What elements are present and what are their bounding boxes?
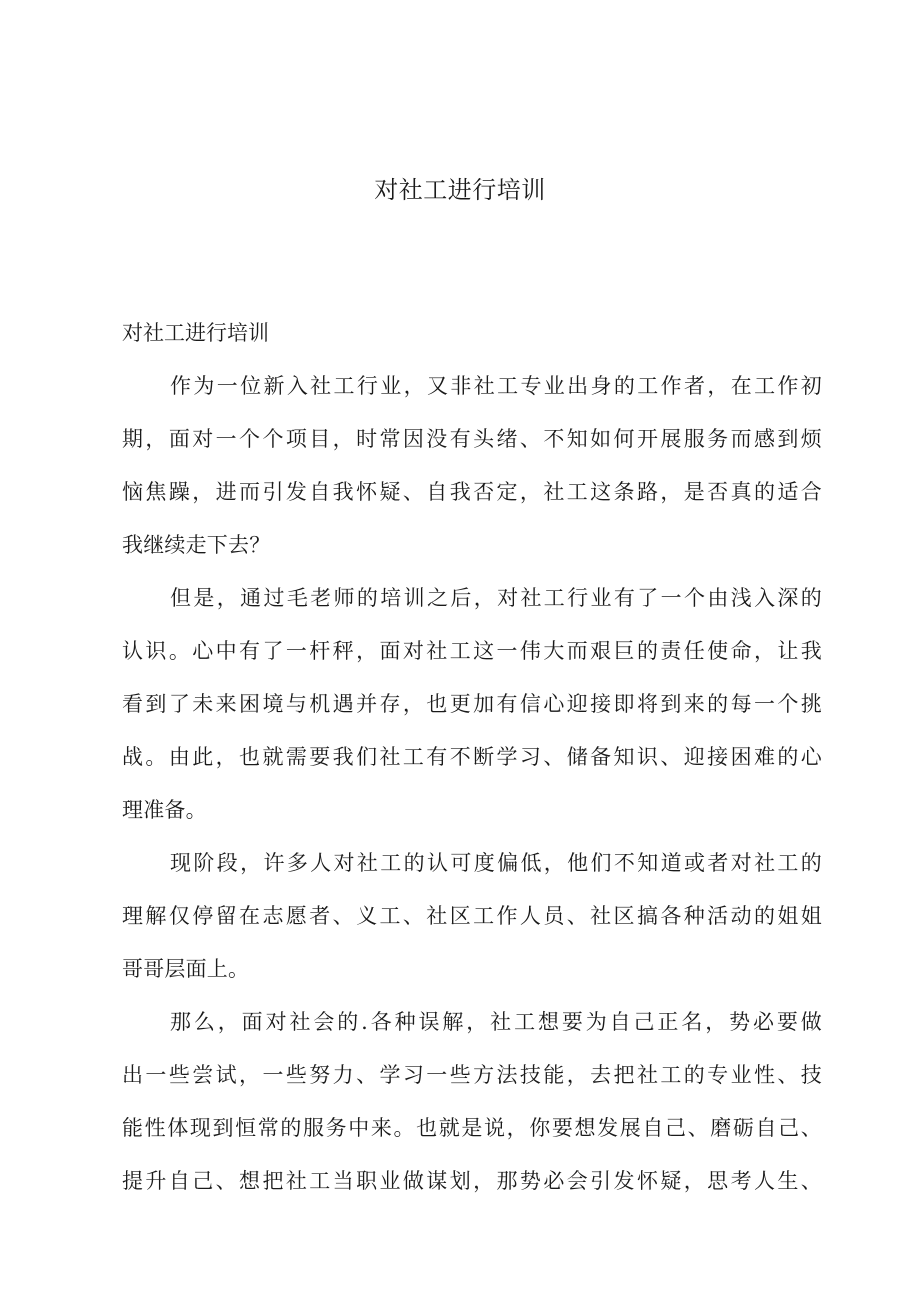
document-body	[122, 313, 822, 1201]
text-line: 能性体现到恒常的服务中来。也就是说，你要想发展自己、磨砺自己、	[122, 1116, 822, 1140]
text-line: 理准备。	[122, 798, 207, 822]
text-line: 作为一位新入社工行业，又非社工专业出身的工作者，在工作初	[170, 374, 822, 398]
text-line: 提升自己、想把社工当职业做谋划，那势必会引发怀疑，思考人生、	[122, 1169, 822, 1193]
text-line: 战。由此，也就需要我们社工有不断学习、储备知识、迎接困难的心	[122, 745, 822, 769]
paragraph	[122, 843, 822, 989]
text-line: 但是，通过毛老师的培训之后，对社工行业有了一个由浅入深的	[170, 586, 822, 610]
text-line: 看到了未来困境与机遇并存，也更加有信心迎接即将到来的每一个挑	[122, 692, 822, 716]
document-subtitle: 对社工进行培训	[122, 321, 269, 345]
text-line: 现阶段，许多人对社工的认可度偏低，他们不知道或者对社工的	[170, 851, 822, 875]
text-line: 期，面对一个个项目，时常因没有头绪、不知如何开展服务而感到烦	[122, 427, 822, 451]
paragraph	[122, 578, 822, 830]
text-line: 我继续走下去？	[122, 533, 271, 557]
text-line: 哥哥层面上。	[122, 957, 250, 981]
text-line: 那么，面对社会的.各种误解，社工想要为自己正名，势必要做	[170, 1010, 822, 1034]
text-line: 恼焦躁，进而引发自我怀疑、自我否定，社工这条路，是否真的适合	[122, 480, 822, 504]
text-line: 认识。心中有了一杆秤，面对社工这一伟大而艰巨的责任使命，让我	[122, 639, 822, 663]
text-line: 理解仅停留在志愿者、义工、社区工作人员、社区搞各种活动的姐姐	[122, 904, 822, 928]
document-title: 对社工进行培训	[374, 176, 546, 204]
text-line: 出一些尝试，一些努力、学习一些方法技能，去把社工的专业性、技	[122, 1063, 822, 1087]
paragraph	[122, 366, 822, 565]
paragraph	[122, 1002, 822, 1201]
